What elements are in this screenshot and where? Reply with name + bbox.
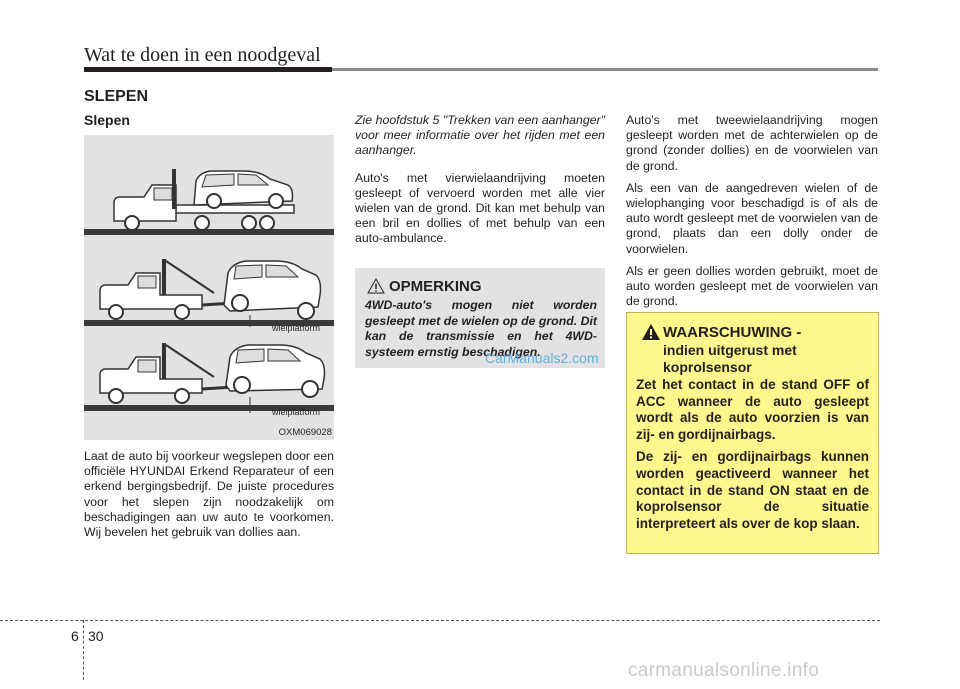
section-heading: SLEPEN	[84, 88, 149, 105]
dolly-truck	[100, 343, 325, 413]
note-title: OPMERKING	[389, 278, 482, 295]
warning-triangle-icon	[367, 278, 385, 294]
right-paragraph-3: Als er geen dollies worden gebruikt, moet de auto worden gesleept met de voorwielen van de grond.	[626, 263, 878, 309]
wheel-lift-label-2: wielplatform	[272, 407, 321, 417]
warning-box	[626, 312, 879, 554]
page-number: 30	[88, 628, 104, 644]
note-body: 4WD-auto's mogen niet worden gesleept met de wielen op de grond. Dit kan de transmissie en het 4WD-systeem ernstig beschadigen.	[365, 298, 597, 359]
flatbed-truck	[114, 169, 294, 230]
warning-title: WAARSCHUWING -	[663, 324, 802, 341]
warning-body	[636, 377, 869, 538]
middle-paragraph-2: Auto's met vierwielaandrijving moeten gesleept of vervoerd worden met alle vier wielen van de grond. Dit kan met behulp van een bril en dollies of met behulp van een auto-ambulance.	[355, 170, 605, 246]
right-column-text	[626, 113, 878, 316]
warning-body-2: De zij- en gordijnairbags kunnen worden geactiveerd wanneer het contact in de stand ON staat en de koprolsensor de situatie interpreteert als over de kop slaan.	[636, 449, 869, 531]
footer-divider	[83, 620, 84, 680]
wheel-lift-label-1: wielplatform	[272, 323, 321, 333]
page-title: Wat te doen in een noodgeval	[84, 44, 321, 66]
warning-body-1: Zet het contact in de stand OFF of ACC wanneer de auto gesleept wordt als de auto voorzien is van zij- en gordijnairbags.	[636, 377, 869, 442]
site-watermark: carmanualsonline.info	[628, 660, 820, 681]
tow-truck-drawing	[84, 135, 334, 440]
footer-rule	[0, 620, 880, 621]
warning-subtitle: indien uitgerust met koprolsensor	[663, 342, 797, 375]
middle-column-text	[355, 113, 605, 254]
watermark: CarManuals2.com	[485, 350, 599, 366]
left-paragraph: Laat de auto bij voorkeur wegslepen door een officiële HYUNDAI Erkend Reparateur of een erkend bergingsbedrijf. De juiste procedures voor het slepen zijn noodzakelijk om beschadigingen aan uw auto te voorkomen. Wij bevelen het gebruik van dollies aan.	[84, 449, 334, 540]
figure-code: OXM069028	[278, 427, 332, 438]
sub-heading: Slepen	[84, 112, 130, 128]
right-paragraph-1: Auto's met tweewielaandrijving mogen gesleept worden met de achterwielen op de grond (zonder dollies) en de voorwielen van de grond.	[626, 113, 878, 173]
warning-triangle-icon	[641, 323, 661, 341]
chapter-number: 6	[71, 628, 79, 644]
left-column-text	[84, 449, 334, 547]
wheel-lift-truck	[100, 259, 321, 327]
middle-paragraph-1: Zie hoofdstuk 5 "Trekken van een aanhanger" voor meer informatie over het rijden met een aanhanger.	[355, 113, 605, 158]
towing-illustration	[84, 135, 334, 440]
title-rule	[84, 68, 878, 71]
right-paragraph-2: Als een van de aangedreven wielen of de wielophanging voor beschadigd is of als de auto wordt gesleept met de voorwielen van de grond, plaats dan een dolly onder de voorwielen.	[626, 180, 878, 256]
